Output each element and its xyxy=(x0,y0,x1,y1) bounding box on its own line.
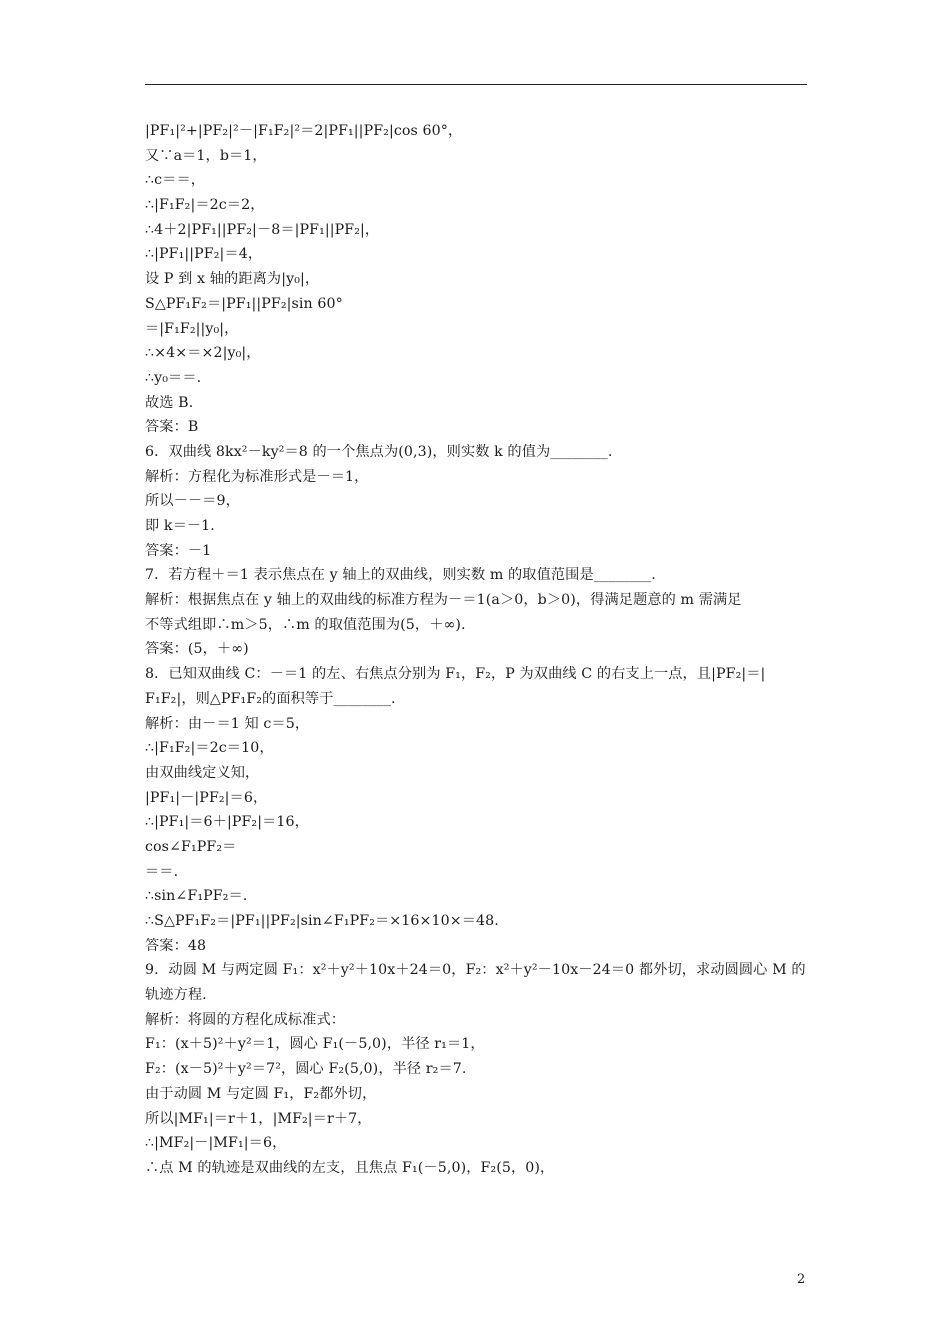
text-line: ∴y₀＝＝. xyxy=(145,369,202,386)
text-line: ∴sin∠F₁PF₂＝. xyxy=(145,888,248,905)
text-line: 由双曲线定义知， xyxy=(145,764,260,781)
text-line: ∴|PF₁|＝6＋|PF₂|＝16， xyxy=(145,814,309,831)
text-line: ∴点 M 的轨迹是双曲线的左支，且焦点 F₁(－5,0)，F₂(5，0)， xyxy=(145,1159,555,1176)
text-line: 解析：方程化为标准形式是－＝1， xyxy=(145,468,369,485)
text-line: ∴×4×＝×2|y₀|， xyxy=(145,345,261,362)
text-line: 轨迹方程. xyxy=(145,987,207,1004)
text-line: ∴S△PF₁F₂＝|PF₁||PF₂|sin∠F₁PF₂＝×16×10×＝48. xyxy=(145,913,499,929)
answer-line: 答案：B xyxy=(145,419,199,436)
document-body xyxy=(145,119,809,1181)
text-line: 又∵a＝1，b＝1， xyxy=(145,147,267,164)
text-line: 设 P 到 x 轴的距离为|y₀|， xyxy=(145,271,320,288)
text-line: 解析：根据焦点在 y 轴上的双曲线的标准方程为－＝1(a＞0，b＞0)，得满足题意的 m 需满足 xyxy=(145,592,742,609)
header-rule xyxy=(145,84,807,85)
text-line: F₂：(x－5)²＋y²＝7²，圆心 F₂(5,0)，半径 r₂＝7. xyxy=(145,1061,467,1078)
text-line: 解析：将圆的方程化成标准式： xyxy=(145,1011,346,1028)
text-line: ∴|F₁F₂|＝2c＝2， xyxy=(145,197,265,214)
text-line: ＝＝. xyxy=(145,863,179,880)
answer-line: 答案：－1 xyxy=(145,542,212,559)
text-line: F₁F₂|，则△PF₁F₂的面积等于________. xyxy=(145,690,396,707)
text-line: ＝|F₁F₂||y₀|， xyxy=(145,320,239,337)
text-line: 所以－－＝9， xyxy=(145,493,240,510)
text-line: ∴4＋2|PF₁||PF₂|－8＝|PF₁||PF₂|， xyxy=(145,221,380,238)
text-line: 由于动圆 M 与定圆 F₁，F₂都外切， xyxy=(145,1085,377,1102)
text-line: ∴|MF₂|－|MF₁|＝6， xyxy=(145,1135,287,1152)
text-line: S△PF₁F₂＝|PF₁||PF₂|sin 60° xyxy=(145,295,343,312)
text-line: cos∠F₁PF₂＝ xyxy=(145,838,237,855)
question-8: 8．已知双曲线 C：－＝1 的左、右焦点分别为 F₁，F₂，P 为双曲线 C 的右支上一点，且|PF₂|＝| xyxy=(145,666,766,683)
text-line: |PF₁|－|PF₂|＝6， xyxy=(145,789,268,806)
answer-line: 答案：48 xyxy=(145,937,207,954)
text-line: ∴|PF₁||PF₂|＝4， xyxy=(145,246,263,263)
text-line: F₁：(x＋5)²＋y²＝1，圆心 F₁(－5,0)，半径 r₁＝1， xyxy=(145,1036,485,1053)
text-line: 故选 B. xyxy=(145,394,194,411)
text-line: 解析：由－＝1 知 c＝5， xyxy=(145,715,310,732)
answer-line: 答案：(5，＋∞) xyxy=(145,641,249,658)
text-line: |PF₁|²+|PF₂|²－|F₁F₂|²＝2|PF₁||PF₂|cos 60°， xyxy=(145,123,463,139)
question-7: 7．若方程＋＝1 表示焦点在 y 轴上的双曲线，则实数 m 的取值范围是________. xyxy=(145,567,656,584)
text-line: ∴c＝＝， xyxy=(145,172,206,189)
text-line: 即 k＝－1. xyxy=(145,518,215,534)
text-line: 不等式组即∴m＞5，∴m 的取值范围为(5，＋∞). xyxy=(145,616,466,633)
page-number: 2 xyxy=(797,1272,806,1287)
text-line: ∴|F₁F₂|＝2c＝10， xyxy=(145,740,274,757)
text-line: 所以|MF₁|＝r＋1，|MF₂|＝r＋7， xyxy=(145,1110,372,1127)
question-6: 6．双曲线 8kx²－ky²＝8 的一个焦点为(0,3)，则实数 k 的值为________. xyxy=(145,443,613,460)
question-9: 9．动圆 M 与两定圆 F₁：x²＋y²＋10x＋24＝0，F₂：x²＋y²－10x－24＝0 都外切，求动圆圆心 M 的 xyxy=(145,962,806,979)
